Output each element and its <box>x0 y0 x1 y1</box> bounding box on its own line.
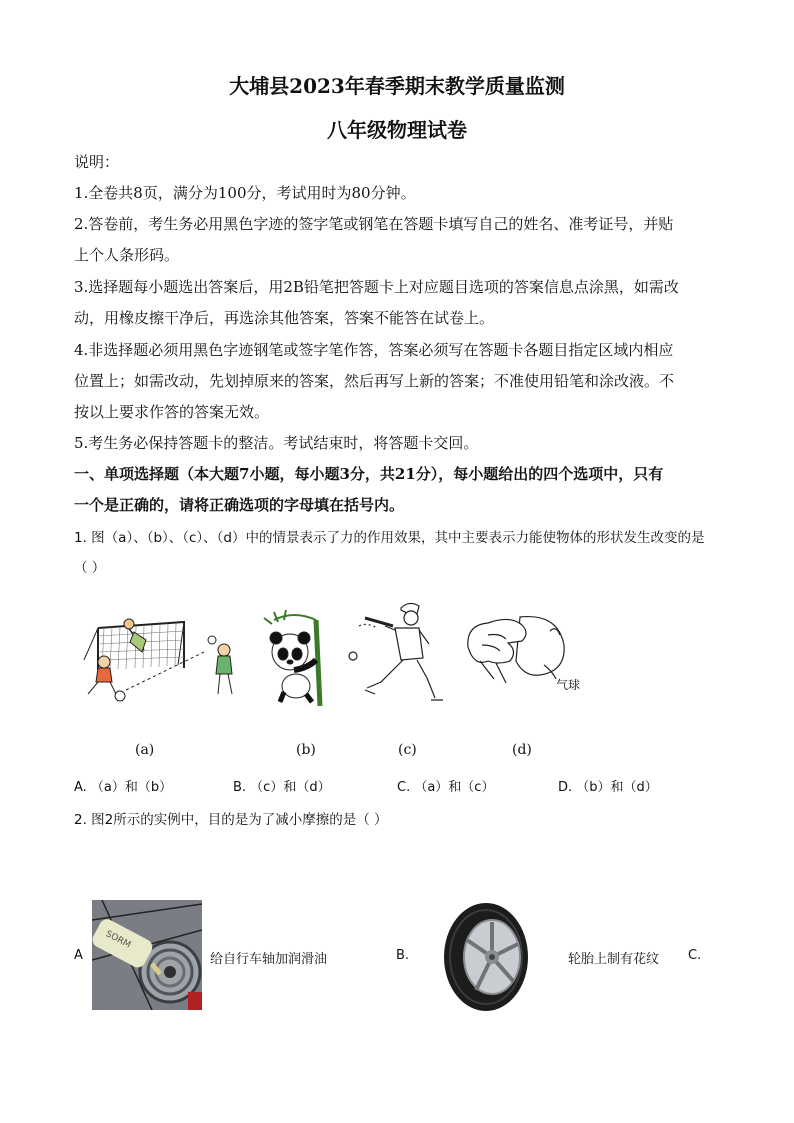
instruction-line: 4.非选择题必须用黑色字迹钢笔或签字笔作答，答案必须写在答题卡各题目指定区域内相应 <box>74 341 674 359</box>
bicycle-oil-photo <box>92 900 202 1010</box>
question-2-option-a-text[interactable]: 给自行车轴加润滑油 <box>210 952 328 967</box>
figure-b-caption: (b) <box>296 742 316 758</box>
question-1-option-b[interactable]: B. （c）和（d） <box>233 780 331 795</box>
question-1-stem: 1. 图（a）、（b）、（c）、（d）中的情景表示了力的作用效果，其中主要表示力能使物体的形状发生改变的是 <box>74 530 705 546</box>
oil-bottle-label: SORM <box>103 929 133 951</box>
figure-d-caption: (d) <box>512 742 532 758</box>
instruction-line: 2.答卷前，考生务必用黑色字迹的签字笔或钢笔在答题卡填写自己的姓名、准考证号，并贴 <box>74 215 674 233</box>
exam-title: 大埔县2023年春季期末教学质量监测 <box>229 74 565 98</box>
section-heading: 一、单项选择题（本大题7小题，每小题3分，共21分），每小题给出的四个选项中，只有 <box>74 465 664 483</box>
question-2-stem: 2. 图2所示的实例中，目的是为了减小摩擦的是（ ） <box>74 812 388 828</box>
question-1-option-d[interactable]: D. （b）和（d） <box>558 780 658 795</box>
figure-c-batter-image <box>345 598 445 710</box>
figure-a-soccer-image <box>74 610 254 710</box>
question-2-option-b-letter[interactable]: B. <box>396 948 410 963</box>
instruction-line: 5.考生务必保持答题卡的整洁。考试结束时，将答题卡交回。 <box>74 434 479 452</box>
question-2-option-c-letter[interactable]: C. <box>688 948 702 963</box>
instruction-line: 上个人条形码。 <box>74 246 180 264</box>
balloon-label: 气球 <box>556 678 581 692</box>
instruction-line: 1.全卷共8页，满分为100分，考试用时为80分钟。 <box>74 184 416 202</box>
figure-c-caption: (c) <box>398 742 417 758</box>
figure-b-panda-image <box>254 610 344 710</box>
instructions-heading: 说明： <box>74 153 120 171</box>
question-1-option-c[interactable]: C. （a）和（c） <box>397 780 495 795</box>
question-1-bracket: （ ） <box>74 560 106 576</box>
question-2-option-b-text[interactable]: 轮胎上制有花纹 <box>568 952 660 967</box>
question-2-option-a-letter[interactable]: A <box>74 948 83 963</box>
instruction-line: 按以上要求作答的答案无效。 <box>74 403 270 421</box>
instruction-line: 位置上；如需改动，先划掉原来的答案，然后再写上新的答案；不准使用铅笔和涂改液。不 <box>74 372 675 390</box>
question-1-option-a[interactable]: A. （a）和（b） <box>74 780 173 795</box>
figure-d-balloon-image <box>460 605 590 700</box>
instruction-line: 动，用橡皮擦干净后，再选涂其他答案，答案不能答在试卷上。 <box>74 309 495 327</box>
exam-subtitle: 八年级物理试卷 <box>327 118 467 142</box>
figure-a-caption: (a) <box>135 742 155 758</box>
tire-photo <box>440 900 535 1015</box>
instruction-line: 3.选择题每小题选出答案后，用2B铅笔把答题卡上对应题目选项的答案信息点涂黑，如需改 <box>74 278 679 296</box>
section-heading-cont: 一个是正确的，请将正确选项的字母填在括号内。 <box>74 496 405 514</box>
